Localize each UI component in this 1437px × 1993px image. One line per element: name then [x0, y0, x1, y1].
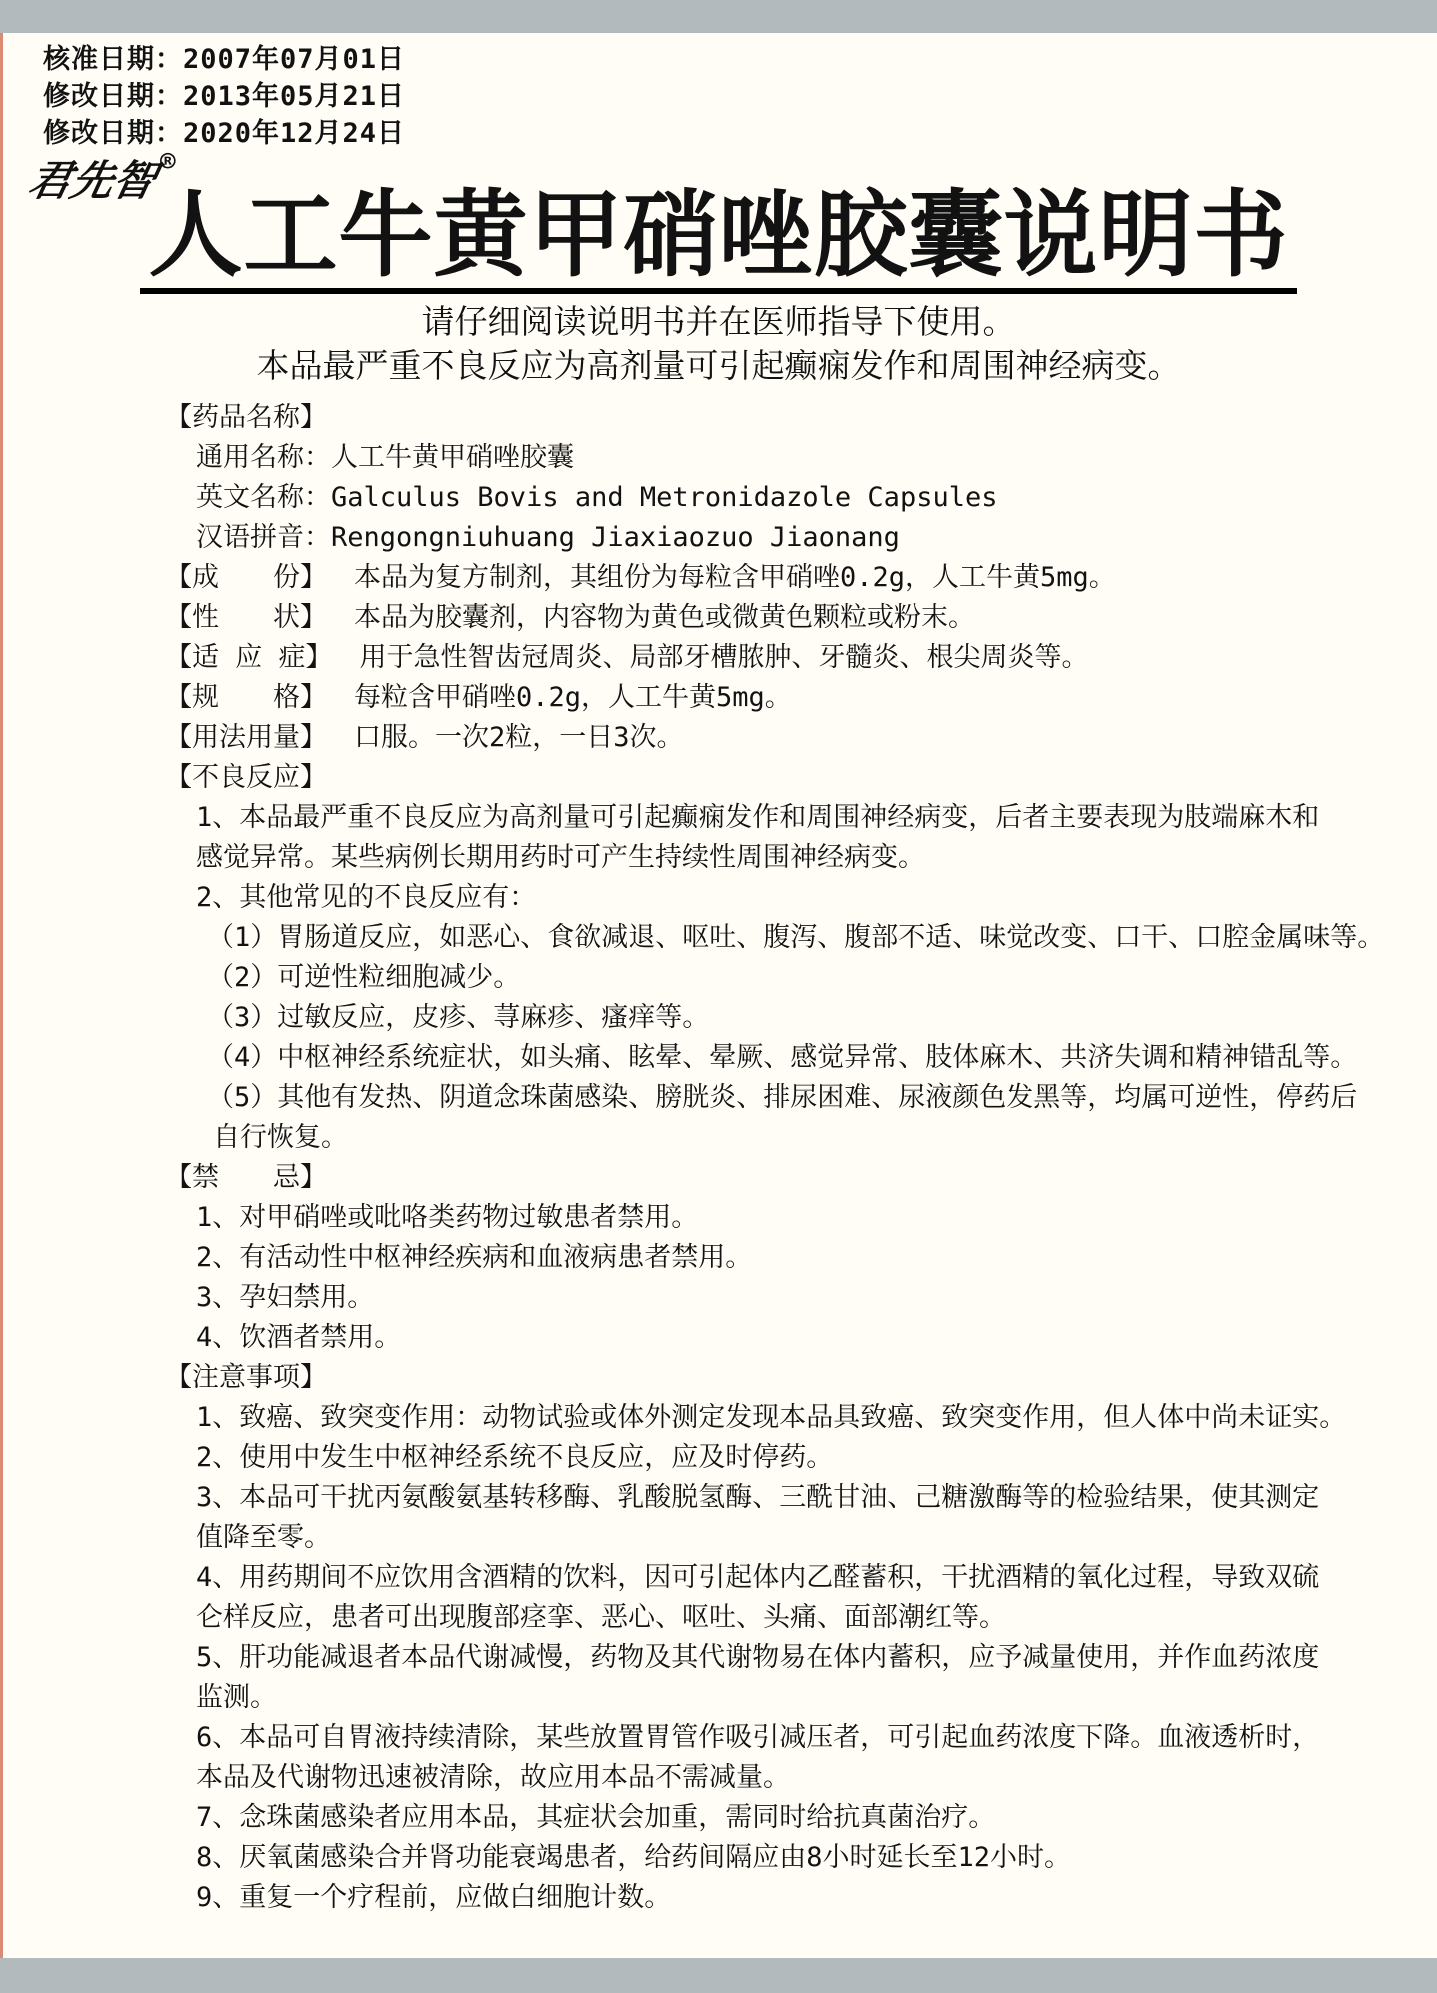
safety-notices: [0, 300, 1437, 388]
page-title: 人工牛黄甲硝唑胶囊说明书: [140, 186, 1296, 294]
precaution-line-continuation: 监测。: [196, 1682, 277, 1713]
composition-text: 本品为复方制剂，其组份为每粒含甲硝唑0.2g，人工牛黄5mg。: [354, 562, 1116, 593]
section-heading-indications: 【适 应 症】: [165, 642, 333, 673]
pinyin-name-line: 汉语拼音：Rengongniuhuang Jiaxiaozuo Jiaonang: [196, 522, 900, 553]
adverse-line: 1、本品最严重不良反应为高剂量可引起癫痫发作和周围神经病变，后者主要表现为肢端麻木和: [196, 802, 1320, 833]
approval-dates: [43, 41, 405, 152]
document-body: [165, 398, 1385, 1918]
section-heading-composition: 【成 份】: [165, 562, 327, 593]
section-composition: [165, 558, 1355, 598]
contraindication-line: 1、对甲硝唑或吡咯类药物过敏患者禁用。: [196, 1202, 699, 1233]
section-heading-specification: 【规 格】: [165, 682, 327, 713]
adverse-line: 感觉异常。某些病例长期用药时可产生持续性周围神经病变。: [196, 842, 925, 873]
approval-date-line: 核准日期：2007年07月01日: [43, 44, 406, 75]
title-row: [0, 181, 1437, 294]
precaution-line: 3、本品可干扰丙氨酸氨基转移酶、乳酸脱氢酶、三酰甘油、己糖激酶等的检验结果，使其测定: [196, 1482, 1320, 1513]
section-heading-contraindications: 【禁 忌】: [165, 1162, 327, 1193]
precaution-line: 7、念珠菌感染者应用本品，其症状会加重，需同时给抗真菌治疗。: [196, 1802, 996, 1833]
section-specification: [165, 678, 1355, 718]
section-dosage: [165, 718, 1355, 758]
precaution-line: 5、肝功能减退者本品代谢减慢，药物及其代谢物易在体内蓄积，应予减量使用，并作血药浓度: [196, 1642, 1320, 1673]
section-heading-properties: 【性 状】: [165, 602, 327, 633]
contraindication-line: 3、孕妇禁用。: [196, 1282, 375, 1313]
precaution-line: 4、用药期间不应饮用含酒精的饮料，因可引起体内乙醛蓄积，干扰酒精的氧化过程，导致双硫: [196, 1562, 1320, 1593]
precaution-line-continuation: 仑样反应，患者可出现腹部痉挛、恶心、呕吐、头痛、面部潮红等。: [196, 1602, 1006, 1633]
registered-trademark-icon: ®: [160, 147, 176, 177]
top-gray-band: [0, 0, 1437, 33]
bottom-gray-band: [0, 1958, 1437, 1993]
precaution-line: 1、致癌、致突变作用：动物试验或体外测定发现本品具致癌、致突变作用，但人体中尚未证实。: [196, 1402, 1347, 1433]
adverse-subitem: （2）可逆性粒细胞减少。: [207, 962, 521, 993]
adverse-subitem: （4）中枢神经系统症状，如头痛、眩晕、晕厥、感觉异常、肢体麻木、共济失调和精神错乱等。: [207, 1042, 1358, 1073]
precaution-line-continuation: 本品及代谢物迅速被清除，故应用本品不需减量。: [196, 1762, 790, 1793]
contraindication-line: 2、有活动性中枢神经疾病和血液病患者禁用。: [196, 1242, 753, 1273]
section-indications: [165, 638, 1355, 678]
precaution-line-continuation: 值降至零。: [196, 1522, 331, 1553]
generic-name-line: 通用名称：人工牛黄甲硝唑胶囊: [196, 442, 574, 473]
specification-text: 每粒含甲硝唑0.2g，人工牛黄5mg。: [354, 682, 792, 713]
section-heading-precautions: 【注意事项】: [165, 1362, 327, 1393]
section-heading-dosage: 【用法用量】: [165, 722, 327, 753]
precaution-line: 2、使用中发生中枢神经系统不良反应，应及时停药。: [196, 1442, 834, 1473]
revision-date-line: 修改日期：2020年12月24日: [43, 118, 406, 149]
adverse-subitem-continuation: 自行恢复。: [213, 1122, 348, 1153]
brand-name: 君先智: [24, 156, 161, 205]
dosage-text: 口服。一次2粒，一日3次。: [354, 722, 684, 753]
contraindication-line: 4、饮酒者禁用。: [196, 1322, 402, 1353]
precaution-line: 9、重复一个疗程前，应做白细胞计数。: [196, 1882, 672, 1913]
indications-text: 用于急性智齿冠周炎、局部牙槽脓肿、牙髓炎、根尖周炎等。: [359, 642, 1089, 673]
section-heading-adverse-reactions: 【不良反应】: [165, 762, 327, 793]
adverse-subitem: （3）过敏反应，皮疹、荨麻疹、瘙痒等。: [207, 1002, 710, 1033]
revision-date-line: 修改日期：2013年05月21日: [43, 81, 406, 112]
properties-text: 本品为胶囊剂，内容物为黄色或微黄色颗粒或粉末。: [354, 602, 975, 633]
section-properties: [165, 598, 1355, 638]
read-instruction-notice: 请仔细阅读说明书并在医师指导下使用。: [421, 302, 1016, 341]
precaution-line: 6、本品可自胃液持续清除，某些放置胃管作吸引减压者，可引起血药浓度下降。血液透析时，: [196, 1722, 1320, 1753]
adverse-subitem: （5）其他有发热、阴道念珠菌感染、膀胱炎、排尿困难、尿液颜色发黑等，均属可逆性，停药后: [207, 1082, 1358, 1113]
adverse-line: 2、其他常见的不良反应有：: [196, 882, 537, 913]
serious-reaction-notice: 本品最严重不良反应为高剂量可引起癫痫发作和周围神经病变。: [256, 346, 1181, 385]
adverse-subitem: （1）胃肠道反应，如恶心、食欲减退、呕吐、腹泻、腹部不适、味觉改变、口干、口腔金属味等。: [207, 922, 1385, 953]
section-heading-drug-name: 【药品名称】: [165, 402, 327, 433]
precaution-line: 8、厌氧菌感染合并肾功能衰竭患者，给药间隔应由8小时延长至12小时。: [196, 1842, 1072, 1873]
english-name-line: 英文名称：Galculus Bovis and Metronidazole Capsules: [196, 482, 998, 513]
